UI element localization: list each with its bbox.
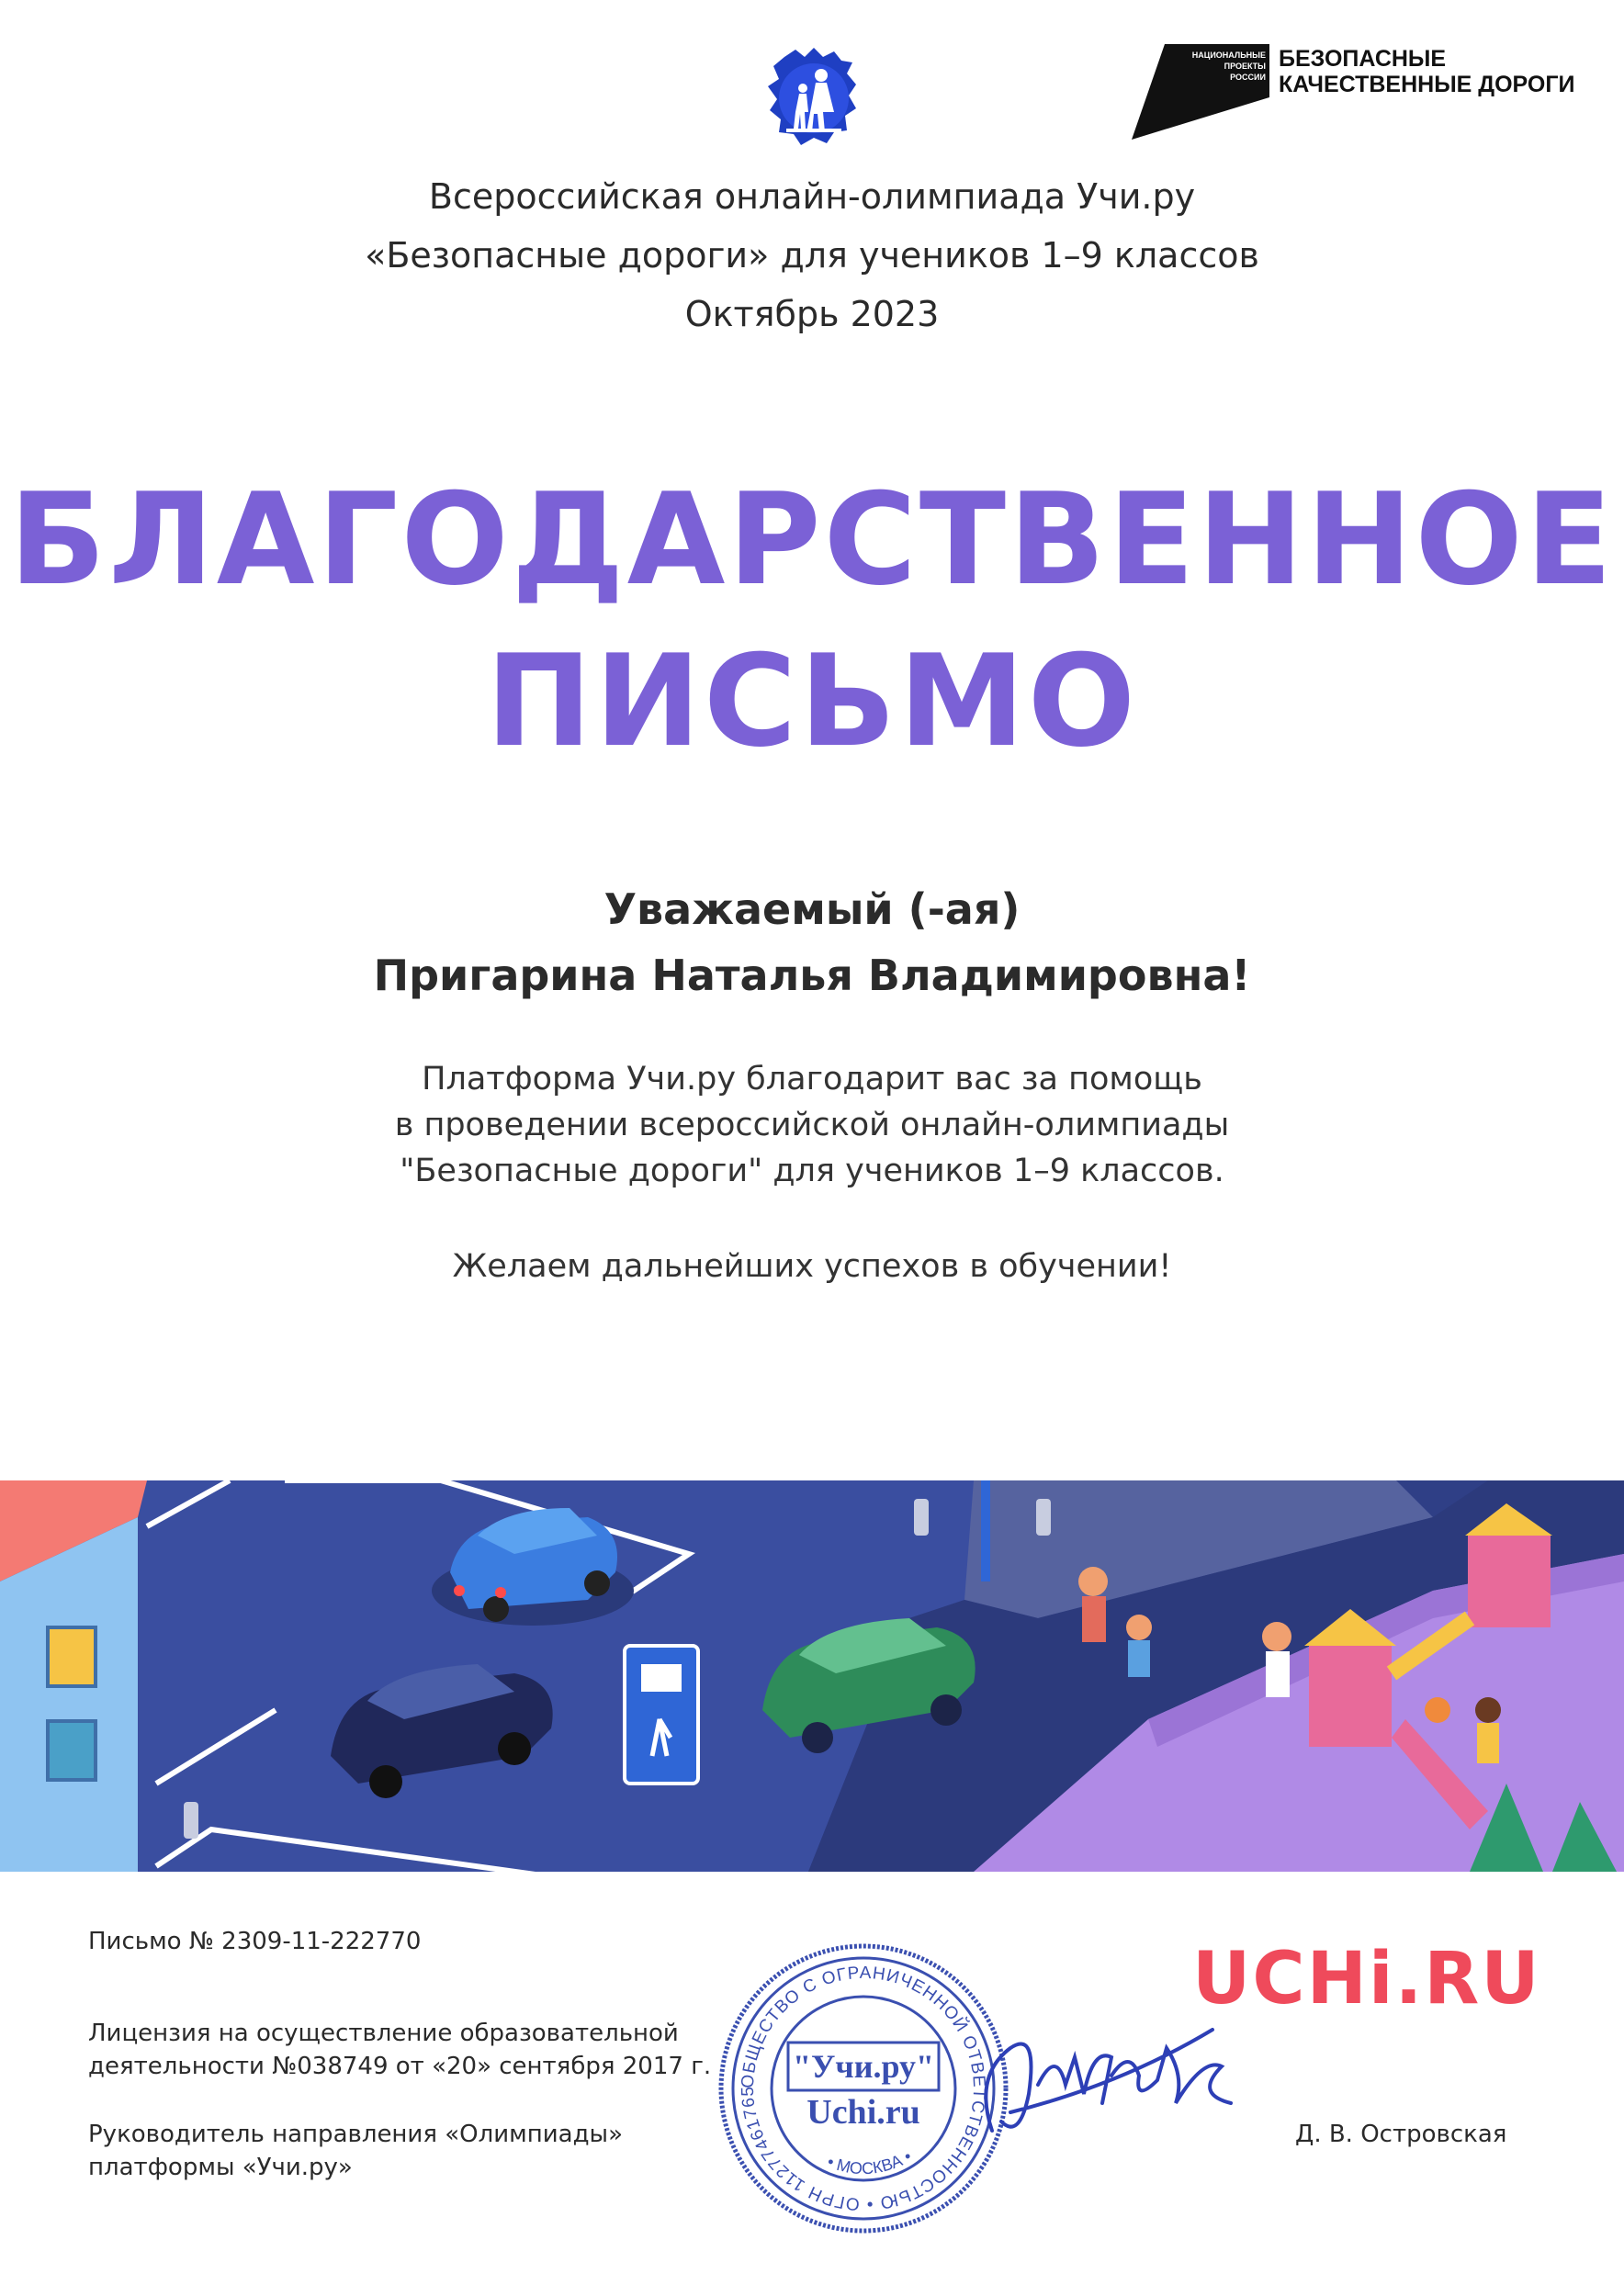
- header-text: [0, 167, 1624, 343]
- parking-playground-illustration: [0, 1480, 1624, 1872]
- stamp-ring-text: ОБЩЕСТВО С ОГРАНИЧЕННОЙ ОТВЕТСТВЕННОСТЬЮ • ОГРН 11277461765: [738, 1963, 989, 2214]
- license-line1: Лицензия на осуществление образовательной: [88, 2020, 679, 2047]
- header-line1: Всероссийская онлайн-олимпиада Учи.ру: [428, 176, 1196, 217]
- street-illustration: [0, 1480, 1624, 1872]
- page-title: [0, 459, 1624, 782]
- np-line1: НАЦИОНАЛЬНЫЕ: [1191, 51, 1266, 60]
- partner-logo-line1: БЕЗОПАСНЫЕ: [1279, 46, 1447, 72]
- stamp-center-line1: "Учи.ру": [793, 2048, 934, 2085]
- signer-name: Д. В. Островская: [1295, 2121, 1507, 2148]
- greeting: [0, 876, 1624, 1008]
- stamp-city-text: • МОСКВА •: [824, 2146, 915, 2178]
- body-line2: в проведении всероссийской онлайн-олимпиады: [394, 1107, 1230, 1143]
- header-line2: «Безопасные дороги» для учеников 1–9 классов: [365, 235, 1259, 276]
- uchi-brand-logo: UCHi.RU: [1192, 1938, 1541, 2020]
- letter-number: Письмо № 2309-11-222770: [88, 1928, 422, 1955]
- national-projects-logo: [1132, 44, 1573, 145]
- head-block: [88, 2118, 623, 2184]
- license-block: [88, 2017, 711, 2083]
- np-line2: ПРОЕКТЫ: [1224, 62, 1266, 71]
- title-line2: ПИСЬМО: [485, 627, 1139, 775]
- header-line3: Октябрь 2023: [684, 294, 940, 334]
- salutation: Уважаемый (-ая): [603, 884, 1021, 934]
- body-text: [0, 1056, 1624, 1194]
- body-line1: Платформа Учи.ру благодарит вас за помощь: [422, 1061, 1202, 1097]
- np-line3: РОССИИ: [1230, 73, 1266, 82]
- recipient-name: Пригарина Наталья Владимировна!: [373, 951, 1251, 1000]
- body-line3: "Безопасные дороги" для учеников 1–9 классов.: [400, 1153, 1224, 1189]
- stamp-center-line2: Uchi.ru: [806, 2093, 920, 2132]
- head-line1: Руководитель направления «Олимпиады»: [88, 2121, 623, 2148]
- partner-logo-line2: КАЧЕСТВЕННЫЕ ДОРОГИ: [1279, 72, 1575, 97]
- license-line2: деятельности №038749 от «20» сентября 2017 г.: [88, 2053, 712, 2080]
- road-sign-icon: [625, 1646, 698, 1784]
- children-crossing-icon: [768, 48, 860, 149]
- title-line1: БЛАГОДАРСТВЕННОЕ: [8, 466, 1616, 613]
- company-stamp: [715, 1940, 1012, 2237]
- wish-line: Желаем дальнейших успехов в обучении!: [452, 1248, 1172, 1285]
- head-line2: платформы «Учи.ру»: [88, 2154, 353, 2181]
- round-stamp-icon: [715, 1940, 1012, 2237]
- olympiad-logo: [768, 48, 860, 149]
